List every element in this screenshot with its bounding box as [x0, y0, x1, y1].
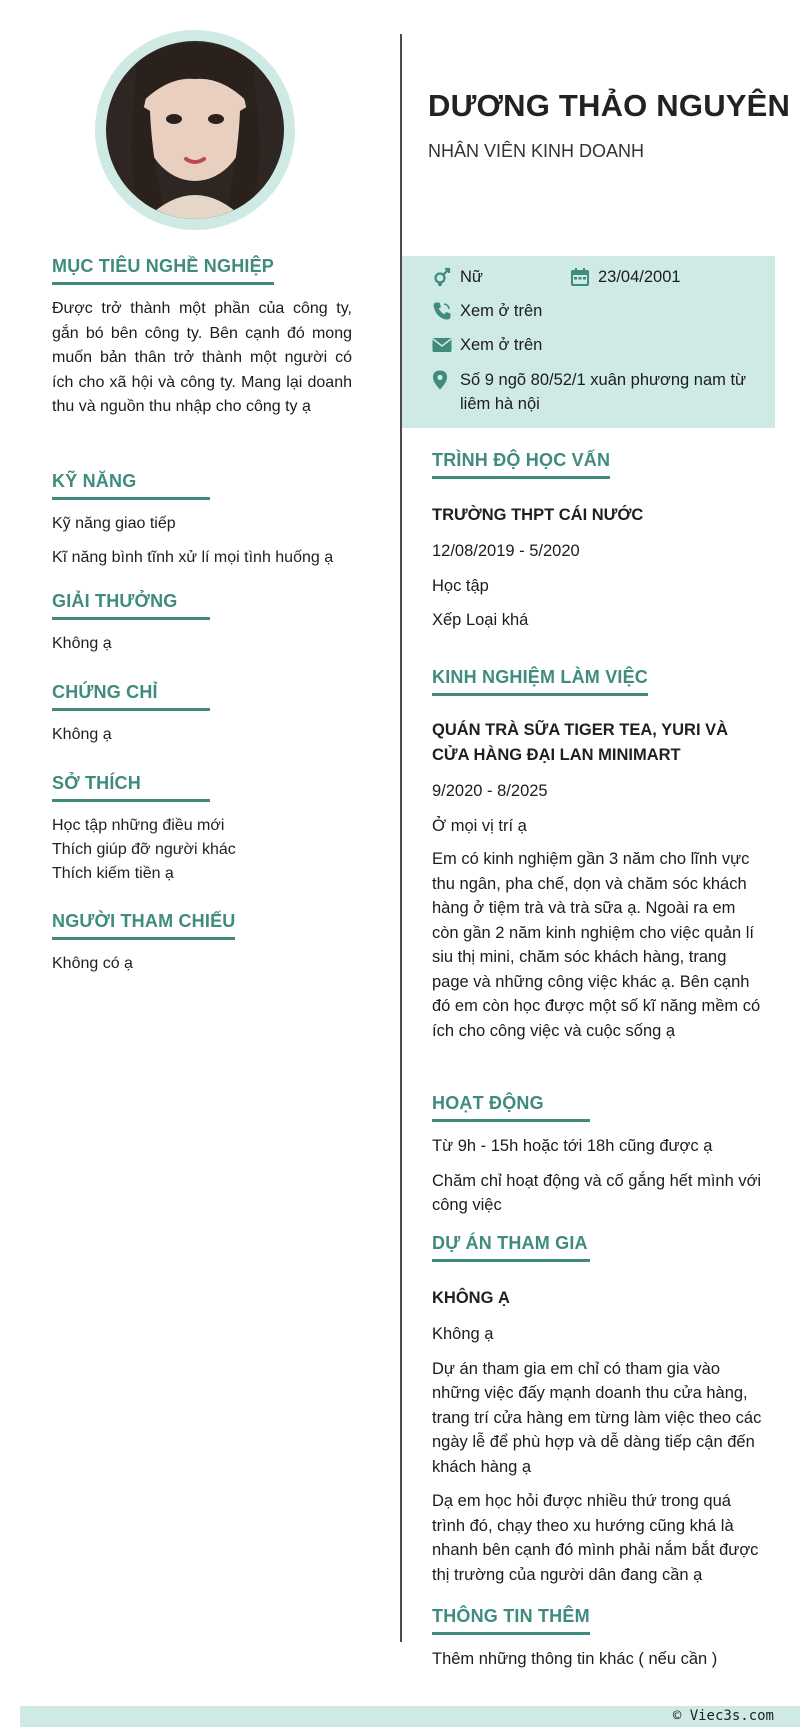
watermark: © Viec3s.com: [672, 1708, 774, 1724]
certificates-title: CHỨNG CHỈ: [52, 682, 210, 711]
project-description: Dự án tham gia em chỉ có tham gia vào những việc đấy mạnh doanh thu cửa hàng, trang trí cửa hàng em từng làm việc theo các ngày lễ để phù hợp và dễ dàng tiếp cận đến khách hàng ạ: [432, 1359, 762, 1476]
footer-bar: [20, 1706, 800, 1727]
envelope-icon: [432, 333, 460, 357]
phone-icon: [432, 299, 460, 323]
education-period: 12/08/2019 - 5/2020: [432, 542, 580, 560]
project-name: KHÔNG Ạ: [432, 1289, 510, 1307]
gender-icon: [432, 265, 460, 289]
activities-description: Chăm chỉ hoạt động và cố gắng hết mình với công việc: [432, 1171, 762, 1214]
objective-text: Được trở thành một phần của công ty, gắn bó bên công ty. Bên cạnh đó mong muốn bản thân trở thành một người có ích cho xã hội và công ty. Mang lại doanh thu và nguồn thu nhập cho công ty ạ: [52, 300, 352, 415]
activities-section: [432, 1093, 762, 1218]
skill-item: Kỹ năng giao tiếp: [52, 515, 176, 532]
gender-value: Nữ: [460, 268, 483, 286]
skills-section: [52, 471, 352, 570]
additional-text: Thêm những thông tin khác ( nếu cần ): [432, 1650, 718, 1668]
experience-period: 9/2020 - 8/2025: [432, 782, 548, 800]
objective-title: MỤC TIÊU NGHỀ NGHIỆP: [52, 256, 274, 285]
references-title: NGƯỜI THAM CHIẾU: [52, 911, 235, 940]
education-major: Học tập: [432, 576, 489, 595]
references-section: [52, 911, 352, 976]
phone-value: Xem ở trên: [460, 302, 543, 320]
experience-position: Ở mọi vị trí ạ: [432, 816, 527, 835]
hobby-item: Thích kiếm tiền ạ: [52, 865, 174, 882]
hobbies-title: SỞ THÍCH: [52, 773, 210, 802]
birthday-value: 23/04/2001: [598, 268, 681, 286]
contact-phone: [432, 299, 542, 323]
experience-title: KINH NGHIỆM LÀM VIỆC: [432, 667, 648, 696]
job-title: NHÂN VIÊN KINH DOANH: [428, 141, 645, 161]
email-value: Xem ở trên: [460, 336, 543, 354]
additional-section: [432, 1606, 762, 1672]
activities-time: Từ 9h - 15h hoặc tới 18h cũng được ạ: [432, 1137, 713, 1155]
project-lessons: Dạ em học hỏi được nhiều thứ trong quá trình đó, chạy theo xu hướng cũng khá là nhanh bên cạnh đó mình phải nắm bắt được thị trường của người dân đang cần ạ: [432, 1492, 759, 1584]
calendar-icon: [570, 265, 598, 289]
experience-section: [432, 667, 762, 1043]
education-title: TRÌNH ĐỘ HỌC VẤN: [432, 450, 610, 479]
skills-title: KỸ NĂNG: [52, 471, 210, 500]
avatar-photo: [106, 41, 284, 219]
references-text: Không có ạ: [52, 955, 133, 972]
hobby-item: Học tập những điều mới: [52, 817, 225, 834]
hobbies-section: [52, 773, 352, 886]
objective-section: [52, 256, 352, 420]
certificates-section: [52, 682, 352, 747]
additional-title: THÔNG TIN THÊM: [432, 1606, 590, 1635]
projects-title: DỰ ÁN THAM GIA: [432, 1233, 590, 1262]
hobby-item: Thích giúp đỡ người khác: [52, 841, 236, 858]
candidate-name: DƯƠNG THẢO NGUYÊN: [428, 88, 791, 123]
education-section: [432, 450, 762, 633]
skill-item: Kĩ năng bình tĩnh xử lí mọi tình huống ạ: [52, 549, 334, 566]
contact-birthday: [570, 265, 681, 289]
awards-title: GIẢI THƯỞNG: [52, 591, 210, 620]
awards-text: Không ạ: [52, 635, 112, 652]
education-school: TRƯỜNG THPT CÁI NƯỚC: [432, 506, 644, 524]
projects-section: [432, 1233, 762, 1587]
activities-title: HOẠT ĐỘNG: [432, 1093, 590, 1122]
contact-email: [432, 333, 542, 357]
location-pin-icon: [432, 368, 460, 392]
avatar: [106, 41, 284, 219]
experience-company: QUÁN TRÀ SỮA TIGER TEA, YURI VÀ CỬA HÀNG ĐẠI LAN MINIMART: [432, 721, 729, 764]
contact-gender: [432, 265, 483, 289]
education-rank: Xếp Loại khá: [432, 611, 529, 629]
project-role: Không ạ: [432, 1325, 494, 1343]
awards-section: [52, 591, 352, 656]
experience-description: Em có kinh nghiệm gần 3 năm cho lĩnh vực thu ngân, pha chế, dọn và chăm sóc khách hàng ở tiệm trà và trà sữa ạ. Ngoài ra em còn gần 2 năm kinh nghiệm cho việc quản lí siu thị mini, chăm sóc khách hàng, trang page và những công việc khác ạ. Bên cạnh đó em còn học được một số kĩ năng mềm có ích cho công việc và cuộc sống ạ: [432, 850, 761, 1040]
address-value: Số 9 ngõ 80/52/1 xuân phương nam từ liêm hà nội: [460, 371, 747, 413]
certificates-text: Không ạ: [52, 726, 112, 743]
contact-address: [432, 368, 762, 416]
